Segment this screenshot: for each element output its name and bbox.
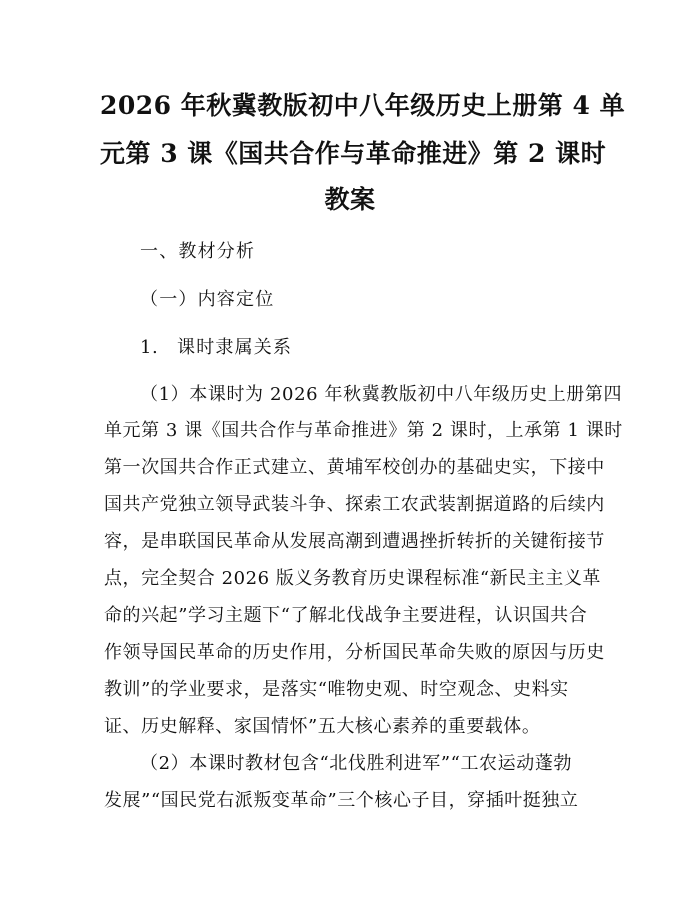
paragraph-2-line: 发展”“国民党右派叛变革命”三个核心子目，穿插叶挺独立 bbox=[104, 790, 579, 811]
paragraph-2-line: （2）本课时教材包含“北伐胜利进军”“工农运动蓬勃 bbox=[140, 753, 573, 774]
paragraph-1-line: （1）本课时为 2026 年秋冀教版初中八年级历史上册第四 bbox=[140, 384, 623, 405]
item-number: 1. bbox=[140, 337, 159, 358]
document-title-line-2: 元第 3 课《国共合作与革命推进》第 2 课时 bbox=[100, 139, 607, 168]
subsection-heading: （一）内容定位 bbox=[140, 289, 275, 310]
paragraph-1-line: 容，是串联国民革命从发展高潮到遭遇挫折转折的关键衔接节 bbox=[104, 531, 605, 552]
numbered-item-heading bbox=[140, 335, 292, 361]
section-heading: 一、教材分析 bbox=[140, 241, 256, 262]
paragraph-1-line: 作领导国民革命的历史作用，分析国民革命失败的原因与历史 bbox=[104, 642, 605, 663]
paragraph-1-line: 教训”的学业要求，是落实“唯物史观、时空观念、史料实 bbox=[104, 679, 569, 700]
document-title-line-1: 2026 年秋冀教版初中八年级历史上册第 4 单 bbox=[100, 91, 626, 120]
paragraph-1-line: 点，完全契合 2026 版义务教育历史课程标准“新民主主义革 bbox=[104, 568, 601, 589]
paragraph-1-line: 第一次国共合作正式建立、黄埔军校创办的基础史实，下接中 bbox=[104, 457, 605, 478]
paragraph-1-line: 证、历史解释、家国情怀”五大核心素养的重要载体。 bbox=[104, 716, 541, 737]
document-title-line-3: 教案 bbox=[324, 185, 376, 214]
paragraph-1-line: 国共产党独立领导武装斗争、探索工农武装割据道路的后续内 bbox=[104, 494, 605, 515]
item-heading-text: 课时隶属关系 bbox=[177, 337, 293, 358]
paragraph-1-line: 单元第 3 课《国共合作与革命推进》第 2 课时，上承第 1 课时 bbox=[104, 420, 623, 441]
paragraph-1-line: 命的兴起”学习主题下“了解北伐战争主要进程，认识国共合 bbox=[104, 605, 588, 626]
